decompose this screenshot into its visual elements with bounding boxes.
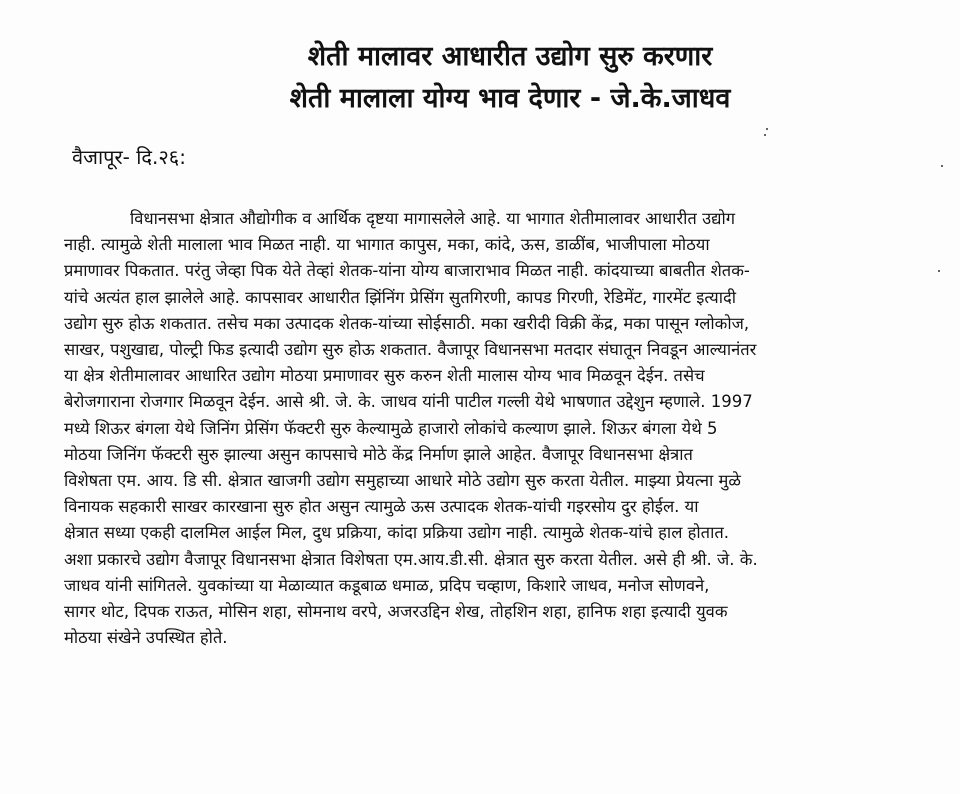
body-line: या क्षेत्र शेतीमालावर आधारित उद्योग मोठया प्रमाणावर सुरु करुन शेती मालास योग्य भाव मिळवून देईन. तसेच — [64, 366, 705, 386]
body-line: मोठया जिनिंग फॅक्टरी सुरु झाल्या असुन कापसाचे मोठे केंद्र निर्माण झाले आहेत. वैजापूर विधानसभा क्षेत्रात — [64, 444, 693, 464]
scan-speck — [938, 270, 940, 272]
dateline: वैजापूर- दि.२६: — [72, 145, 186, 169]
scan-speck — [764, 134, 766, 136]
body-line: प्रमाणावर पिकतात. परंतु जेव्हा पिक येते तेव्हां शेतक-यांना योग्य बाजाराभाव मिळत नाही. कांदयाच्या बाबतीत शेतक- — [64, 261, 750, 281]
body-line: नाही. त्यामुळे शेती मालाला भाव मिळत नाही. या भागात कापुस, मका, कांदे, ऊस, डाळींब, भाजीपाला मोठया — [64, 235, 710, 255]
body-line: विधानसभा क्षेत्रात औद्योगीक व आर्थिक दृष्टया मागासलेले आहे. या भागात शेतीमालावर आधारीत उद्योग — [130, 209, 736, 228]
body-line: साखर, पशुखाद्य, पोल्ट्री फिड इत्यादी उद्योग सुरु होऊ शकतात. वैजापूर विधानसभा मतदार संघातून निवडून आल्यानंतर — [64, 340, 757, 360]
body-line: बेरोजगाराना रोजगार मिळवून देईन. आसे श्री. जे. के. जाधव यांनी पाटील गल्ली येथे भाषणात उद्देशुन म्हणाले. 1997 — [64, 392, 753, 412]
body-line: सागर थोट, दिपक राऊत, मोसिन शहा, सोमनाथ वरपे, अजरउद्दिन शेख, तोहशिन शहा, हानिफ शहा इत्यादी युवक — [64, 602, 728, 622]
body-line: उद्योग सुरु होऊ शकतात. तसेच मका उत्पादक शेतक-यांच्या सोईसाठी. मका खरीदी विक्री केंद्र, मका पासून ग्लोकोज, — [64, 313, 750, 333]
scan-speck — [941, 165, 943, 167]
body-line: मध्ये शिऊर बंगला येथे जिनिंग प्रेसिंग फॅक्टरी सुरु केल्यामुळे हाजारो लोकांचे कल्याण झाले. शिऊर बंगला येथे 5 — [64, 418, 718, 438]
body-line: विशेषता एम. आय. डि सी. क्षेत्रात खाजगी उद्योग समुहाच्या आधारे मोठे उद्योग सुरु करता येतील. माझ्या प्रेयत्ना मुळे — [64, 471, 741, 491]
body-line: यांचे अत्यंत हाल झालेले आहे. कापसावर आधारीत झिंनिंग प्रेसिंग सुतगिरणी, कापड गिरणी, रेडिमेंट, गारमेंट इत्यादी — [64, 287, 737, 307]
scan-speck — [766, 128, 768, 130]
body-line: जाधव यांनी सांगितले. युवकांच्या या मेळाव्यात कडूबाळ धमाळ, प्रदिप चव्हाण, किशारे जाधव, मनोज सोणवने, — [64, 575, 710, 595]
body-line: अशा प्रकारचे उद्योग वैजापूर विधानसभा क्षेत्रात विशेषता एम.आय.डी.सी. क्षेत्रात सुरु करता येतील. असे ही श्री. जे. के. — [64, 549, 758, 569]
article-body — [64, 206, 924, 651]
body-line: क्षेत्रात सध्या एकही दालमिल आईल मिल, दुध प्रक्रिया, कांदा प्रक्रिया उद्योग नाही. त्यामुळे शेतक-यांचे हाल होतात. — [64, 523, 729, 543]
headline-line-1: शेती मालावर आधारीत उद्योग सुरु करणार — [307, 41, 713, 72]
body-line: विनायक सहकारी साखर कारखाना सुरु होत असुन त्यामुळे ऊस उत्पादक शेतक-यांची गइरसोय दुर होईल. या — [64, 497, 699, 517]
headline-line-2: शेती मालाला योग्य भाव देणार - जे.के.जाधव — [289, 83, 731, 114]
body-line: मोठया संखेने उपस्थित होते. — [64, 628, 228, 648]
